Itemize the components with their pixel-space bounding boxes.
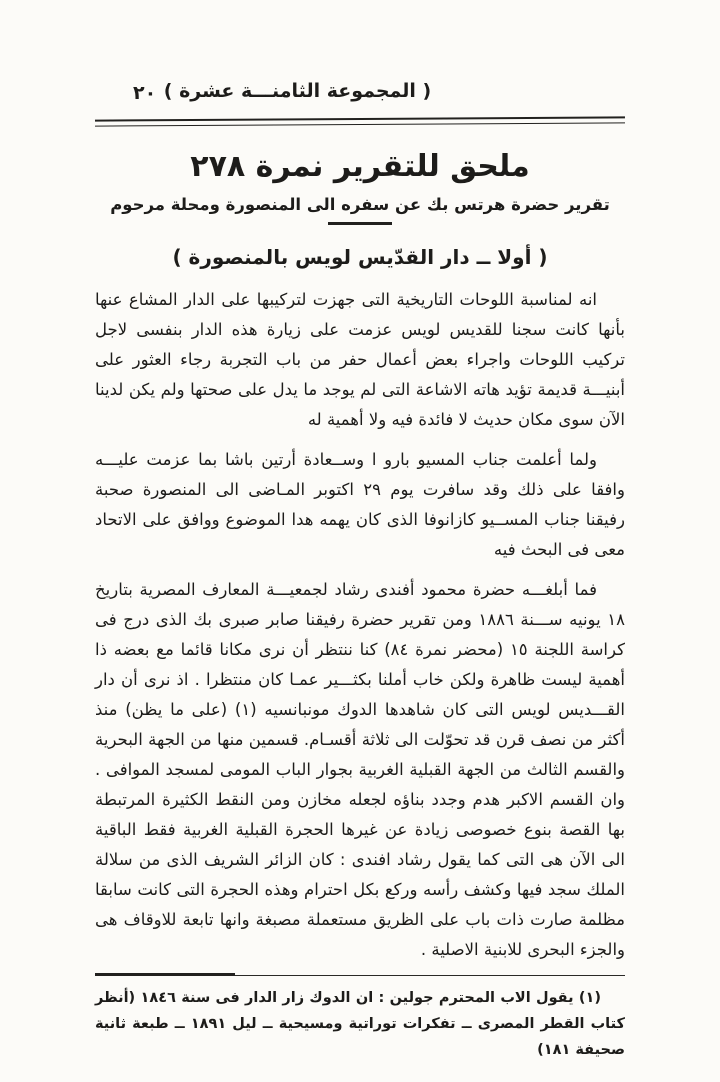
header-double-rule <box>95 116 625 126</box>
document-subtitle: تقرير حضرة هرتس بك عن سفره الى المنصورة ومحلة مرحوم <box>110 195 610 214</box>
paragraph-1: انه لمناسبة اللوحات التاريخية التى جهزت لتركيبها على الدار المشاع عنها بأنها كانت سجنا للقديس لويس عزمت على زيارة هذه الدار بنفسى لاجل تركيب اللوحات واجراء بعض أعمال حفر من باب التجربة رجاء العثور على أبنيـــة قديمة تؤيد هاته الاشاعة التى لم يوجد ما يدل على صحتها ولم يكن لدينا الآن سوى مكان حديث لا فائدة فيه ولا أهمية له <box>95 289 625 429</box>
page-number: ٢٠ <box>133 82 157 104</box>
text-column <box>95 80 625 1063</box>
body-text <box>95 285 625 965</box>
collection-title: ( المجموعة الثامنـــة عشرة ) <box>163 80 432 102</box>
document-title: ملحق للتقرير نمرة ٢٧٨ <box>190 149 530 184</box>
running-header <box>95 80 625 112</box>
paragraph-3: فما أبلغـــه حضرة محمود أفندى رشاد لجمعيـــة المعارف المصرية بتاريخ ١٨ يونيه ســـنة ١٨٨٦ ومن تقرير حضرة رفيقنا صابر صبرى بك الذى درج فى كراسة اللجنة ١٥ (محضر نمرة ٨٤) كنا ننتظر أن نرى مكانا قائما مع بعضه ذا أهمية ليست ظاهرة ولكن خاب أملنا بكثـــير عمـا كان منتظرا . اذ نرى أن دار القـــديس لويس التى كان شاهدها الدوك مونبانسيه (١) (على ما يظن) منذ أكثر من نصف قرن قد تحوّلت الى ثلاثة أقسـام. قسمين منها من الجهة البحرية والقسم الثالث من الجهة القبلية الغربية بجوار الباب المومى لمسجد الموافى . وان القسم الاكبر هدم وجدد بناؤه لجعله مخازن ومن النقط الكثيرة المرتبطة بها القصة بنوع خصوصى زيادة عن غيرها الحجرة القبلية الغربية فقط الباقية الى الآن هى التى كما يقول رشاد افندى : كان الزائر الشريف الذى من سلالة الملك سجد فيها وكشف رأسه وركع بكل احترام وهذه الحجرة التى كانت سابقا مظلمة صارت ذات باب على الظريق مستعملة مصبغة وانها تابعة للاوقاف هى والجزء البحرى للابنية الاصلية . <box>95 579 625 959</box>
footnote-separator-thick-segment <box>95 973 235 976</box>
subtitle-rule <box>328 222 392 225</box>
footnote-separator <box>95 975 625 977</box>
paragraph-2: ولما أعلمت جناب المسيو بارو ا وســعادة أرتين باشا بما عزمت عليـــه وافقا على ذلك وقد سافرت يوم ٢٩ اكتوبر المـاضى الى المنصورة صحبة رفيقنا جناب المســيو كازانوفا الذى كان يهمه هدا الموضوع ووافق على الاتحاد معى فى البحث فيه <box>95 449 625 559</box>
footnote-text: (١) يقول الاب المحترم جولين : ان الدوك زار الدار فى سنة ١٨٤٦ (أنظر كتاب القطر المصرى ــ تفكرات توراتية ومسيحية ــ ليل ١٨٩١ ــ طبعة ثانية صحيفة ١٨١) <box>95 989 625 1058</box>
section-heading: ( أولا ــ دار القدّيس لويس بالمنصورة ) <box>172 244 548 269</box>
